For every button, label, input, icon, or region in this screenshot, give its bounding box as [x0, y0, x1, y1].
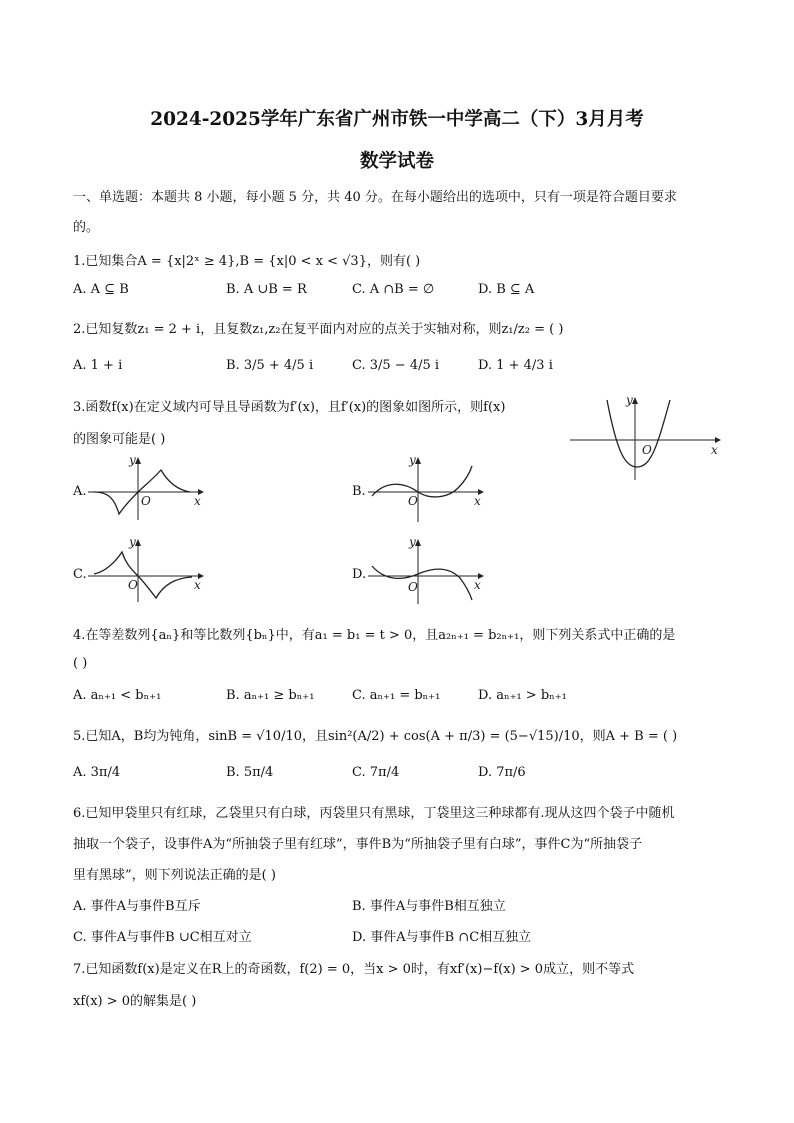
q3-option-b-label: B. — [352, 484, 366, 499]
svg-text:y: y — [129, 453, 136, 467]
q2-option-c: C. 3/5 − 4/5 i — [352, 358, 440, 373]
q4-option-b: B. aₙ₊₁ ≥ bₙ₊₁ — [226, 688, 315, 703]
q1-option-a: A. A ⊆ B — [73, 282, 129, 297]
q5-option-a: A. 3π/4 — [73, 765, 121, 780]
question-6-line3: 里有黑球”，则下列说法正确的是( ) — [73, 868, 276, 883]
q6-option-b: B. 事件A与事件B相互独立 — [352, 899, 506, 914]
q1-option-d: D. B ⊆ A — [478, 282, 535, 297]
svg-text:x: x — [474, 494, 481, 508]
x-axis-label: x — [711, 443, 718, 457]
question-4-line1: 4.在等差数列{aₙ}和等比数列{bₙ}中，有a₁ = b₁ = t > 0，且a₂ₙ₊₁ = b₂ₙ₊₁，则下列关系式中正确的是 — [73, 628, 676, 643]
svg-text:y: y — [409, 535, 416, 549]
question-5-stem: 5.已知A，B均为钝角，sinB = √10/10，且sin²(A/2) + cos(A + π/3) = (5−√15)/10，则A + B = ( ) — [73, 729, 678, 744]
question-2-stem: 2.已知复数z₁ = 2 + i，且复数z₁,z₂在复平面内对应的点关于实轴对称，则z₁/z₂ = ( ) — [73, 322, 564, 337]
option-d-graph — [366, 534, 496, 606]
derivative-graph — [565, 392, 725, 484]
q5-option-c: C. 7π/4 — [352, 765, 400, 780]
section-intro-line1: 一、单选题：本题共 8 小题，每小题 5 分，共 40 分。在每小题给出的选项中，只有一项是符合题目要求 — [73, 190, 677, 205]
page-subtitle: 数学试卷 — [359, 151, 434, 172]
q5-option-b: B. 5π/4 — [226, 765, 274, 780]
svg-text:x: x — [194, 578, 201, 592]
option-b-graph — [366, 452, 496, 524]
svg-text:x: x — [474, 578, 481, 592]
question-6-line2: 抽取一个袋子，设事件A为“所抽袋子里有红球”，事件B为“所抽袋子里有白球”，事件C为“所抽袋子 — [73, 837, 643, 852]
y-axis-arrow — [632, 397, 638, 404]
q4-option-c: C. aₙ₊₁ = bₙ₊₁ — [352, 688, 441, 703]
q1-option-b: B. A ∪B = R — [226, 282, 307, 297]
question-3-line2: 的图象可能是( ) — [73, 432, 166, 447]
q2-option-a: A. 1 + i — [73, 358, 123, 373]
q3-option-d-label: D. — [352, 567, 367, 582]
section-intro-line2: 的。 — [73, 220, 100, 235]
q6-option-c: C. 事件A与事件B ∪C相互对立 — [73, 930, 252, 945]
parabola-curve — [607, 400, 670, 467]
q3-option-c-label: C. — [73, 567, 87, 582]
svg-text:y: y — [129, 535, 136, 549]
q6-option-a: A. 事件A与事件B互斥 — [73, 899, 201, 914]
page-title: 2024-2025学年广东省广州市铁一中学高二（下）3月月考 — [150, 109, 644, 130]
question-3-line1: 3.函数f(x)在定义域内可导且导函数为f′(x)，且f′(x)的图象如图所示，则f(x) — [73, 400, 506, 415]
option-a-graph — [86, 452, 216, 522]
option-c-graph — [86, 534, 216, 604]
question-1-stem: 1.已知集合A = {x|2ˣ ≥ 4},B = {x|0 < x < √3}，则有( ) — [73, 254, 421, 269]
q4-option-a: A. aₙ₊₁ < bₙ₊₁ — [73, 688, 162, 703]
q5-option-d: D. 7π/6 — [478, 765, 526, 780]
question-6-line1: 6.已知甲袋里只有红球，乙袋里只有白球，丙袋里只有黑球，丁袋里这三种球都有.现从这四个袋子中随机 — [73, 806, 675, 821]
svg-text:O: O — [141, 494, 151, 508]
question-4-line2: ( ) — [73, 656, 88, 671]
q2-option-b: B. 3/5 + 4/5 i — [226, 358, 314, 373]
q3-option-a-label: A. — [73, 484, 87, 499]
svg-text:x: x — [194, 494, 201, 508]
q6-option-d: D. 事件A与事件B ∩C相互独立 — [352, 930, 532, 945]
question-7-line2: xf(x) > 0的解集是( ) — [73, 994, 197, 1009]
svg-text:O: O — [408, 494, 418, 508]
q1-option-c: C. A ∩B = ∅ — [352, 282, 435, 297]
y-axis-label: y — [626, 393, 633, 407]
q2-option-d: D. 1 + 4/3 i — [478, 358, 553, 373]
q4-option-d: D. aₙ₊₁ > bₙ₊₁ — [478, 688, 567, 703]
svg-text:O: O — [128, 578, 138, 592]
question-7-line1: 7.已知函数f(x)是定义在R上的奇函数，f(2) = 0，当x > 0时，有xf′(x)−f(x) > 0成立，则不等式 — [73, 962, 635, 977]
svg-text:O: O — [408, 580, 418, 594]
svg-text:y: y — [409, 453, 416, 467]
origin-label: O — [642, 443, 652, 457]
